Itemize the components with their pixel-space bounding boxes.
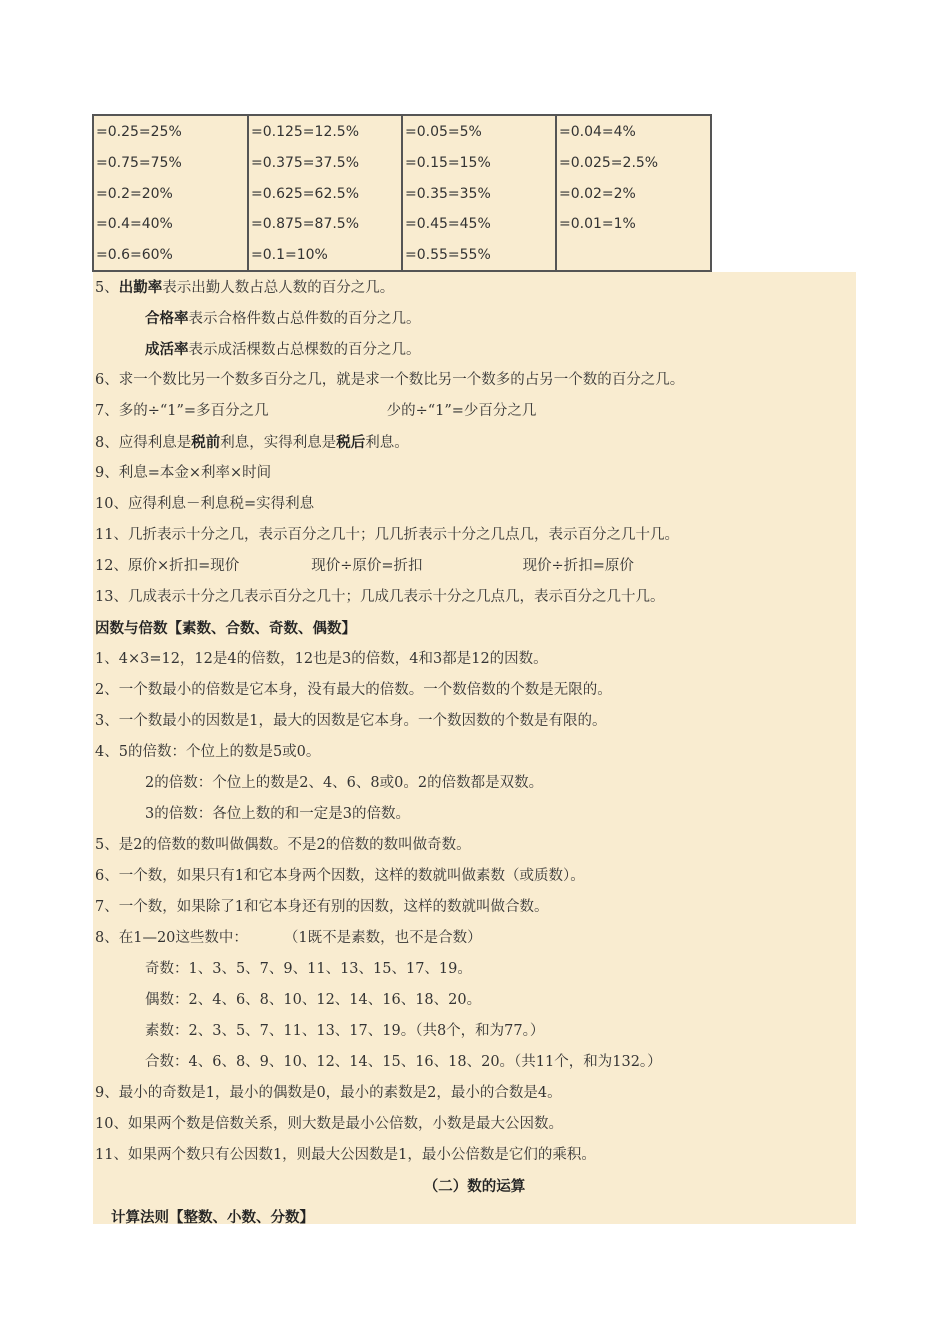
table-cell: =0.05=5% xyxy=(405,124,482,140)
formula-more: 7、多的÷“1”=多百分之几 xyxy=(95,403,269,419)
title-text: （二）数的运算 xyxy=(423,1178,526,1195)
text: 8、在1—20这些数中： xyxy=(95,930,248,946)
item-11: 11、几折表示十分之几，表示百分之几十；几几折表示十分之几点几，表示百分之几十几。 xyxy=(95,527,679,543)
heading-text: 因数与倍数【素数、合数、奇数、偶数】 xyxy=(95,620,356,637)
factor-item-10: 10、如果两个数是倍数关系，则大数是最小公倍数，小数是最大公因数。 xyxy=(95,1116,563,1132)
table-cell: =0.01=1% xyxy=(559,216,636,233)
item-6: 6、求一个数比另一个数多百分之几，就是求一个数比另一个数多的占另一个数的百分之几。 xyxy=(95,372,685,388)
note: （1既不是素数，也不是合数） xyxy=(283,930,482,946)
even-numbers: 偶数：2、4、6、8、10、12、14、16、18、20。 xyxy=(145,992,482,1008)
prime-numbers: 素数：2、3、5、7、11、13、17、19。（共8个，和为77。） xyxy=(145,1023,545,1039)
term: 出勤率 xyxy=(118,279,163,296)
formula: 12、原价×折扣=现价 xyxy=(95,558,240,574)
factor-item-9: 9、最小的奇数是1，最小的偶数是0，最小的素数是2，最小的合数是4。 xyxy=(95,1085,562,1101)
factor-item-5: 5、是2的倍数的数叫做偶数。不是2的倍数的数叫做奇数。 xyxy=(95,837,471,853)
document-body xyxy=(93,272,856,1224)
table-cell: =0.04=4% xyxy=(559,124,636,140)
item-8 xyxy=(95,427,409,458)
formula: 现价÷原价=折扣 xyxy=(311,558,423,574)
factor-item-3: 3、一个数最小的因数是1，最大的因数是它本身。一个数因数的个数是有限的。 xyxy=(95,713,607,729)
text: 8、应得利息是 xyxy=(95,435,192,451)
section-title-operations xyxy=(93,1171,856,1202)
item-pass-rate xyxy=(145,303,421,334)
subsection-heading-rules xyxy=(111,1202,314,1233)
factor-item-4c: 3的倍数：各位上数的和一定是3的倍数。 xyxy=(145,806,410,822)
section-heading-factors xyxy=(95,613,356,644)
table-cell: =0.02=2% xyxy=(559,185,636,202)
percent-conversion-table xyxy=(92,114,712,272)
table-cell: =0.45=45% xyxy=(405,216,491,233)
table-cell: =0.55=55% xyxy=(405,247,491,264)
table-column xyxy=(402,116,556,272)
item-survival-rate xyxy=(145,334,421,365)
factor-item-1: 1、4×3=12，12是4的倍数，12也是3的倍数，4和3都是12的因数。 xyxy=(95,651,548,667)
table-cell: =0.625=62.5% xyxy=(251,185,360,202)
table-cell: =0.25=25% xyxy=(96,124,182,140)
factor-item-8 xyxy=(95,923,482,954)
table-column xyxy=(248,116,402,272)
item-9: 9、利息=本金×利率×时间 xyxy=(95,465,272,481)
item-13: 13、几成表示十分之几表示百分之几十；几成几表示十分之几点几，表示百分之几十几。 xyxy=(95,589,665,605)
definition: 表示成活棵数占总棵数的百分之几。 xyxy=(188,342,421,358)
table-cell: =0.2=20% xyxy=(96,185,173,202)
term: 税后 xyxy=(336,434,366,451)
item-12 xyxy=(95,551,634,582)
text: 利息，实得利息是 xyxy=(220,435,337,451)
percent-table xyxy=(94,116,710,272)
factor-item-2: 2、一个数最小的倍数是它本身，没有最大的倍数。一个数倍数的个数是无限的。 xyxy=(95,682,612,698)
composite-numbers: 合数：4、6、8、9、10、12、14、15、16、18、20。（共11个，和为132。） xyxy=(145,1054,662,1070)
definition: 表示出勤人数占总人数的百分之几。 xyxy=(162,280,395,296)
item-10: 10、应得利息－利息税=实得利息 xyxy=(95,496,315,512)
item-number: 5、 xyxy=(95,280,119,296)
table-cell: =0.75=75% xyxy=(96,154,182,171)
table-cell: =0.875=87.5% xyxy=(251,216,360,233)
item-7 xyxy=(95,396,536,427)
table-cell: =0.15=15% xyxy=(405,154,491,171)
text: 利息。 xyxy=(365,435,409,451)
formula-less: 少的÷“1”=少百分之几 xyxy=(386,403,537,419)
table-cell: =0.125=12.5% xyxy=(251,124,360,140)
term: 合格率 xyxy=(145,310,189,327)
term: 成活率 xyxy=(145,341,189,358)
factor-item-4b: 2的倍数：个位上的数是2、4、6、8或0。2的倍数都是双数。 xyxy=(145,775,544,791)
heading-text: 计算法则【整数、小数、分数】 xyxy=(111,1209,314,1226)
table-cell: =0.025=2.5% xyxy=(559,154,659,171)
factor-item-11: 11、如果两个数只有公因数1，则最大公因数是1，最小公倍数是它们的乘积。 xyxy=(95,1147,596,1163)
term: 税前 xyxy=(191,434,221,451)
formula: 现价÷折扣=原价 xyxy=(522,558,634,574)
item-attendance-rate xyxy=(95,272,394,303)
table-cell: =0.4=40% xyxy=(96,216,173,233)
odd-numbers: 奇数：1、3、5、7、9、11、13、15、17、19。 xyxy=(145,961,472,977)
table-cell: =0.1=10% xyxy=(251,247,328,264)
factor-item-6: 6、一个数，如果只有1和它本身两个因数，这样的数就叫做素数（或质数）。 xyxy=(95,868,585,884)
table-cell: =0.35=35% xyxy=(405,185,491,202)
factor-item-4: 4、5的倍数：个位上的数是5或0。 xyxy=(95,744,321,760)
factor-item-7: 7、一个数，如果除了1和它本身还有别的因数，这样的数就叫做合数。 xyxy=(95,899,549,915)
table-column xyxy=(556,116,710,272)
table-cell: =0.375=37.5% xyxy=(251,154,360,171)
definition: 表示合格件数占总件数的百分之几。 xyxy=(188,311,421,327)
table-cell: =0.6=60% xyxy=(96,247,173,264)
table-column xyxy=(94,116,248,272)
